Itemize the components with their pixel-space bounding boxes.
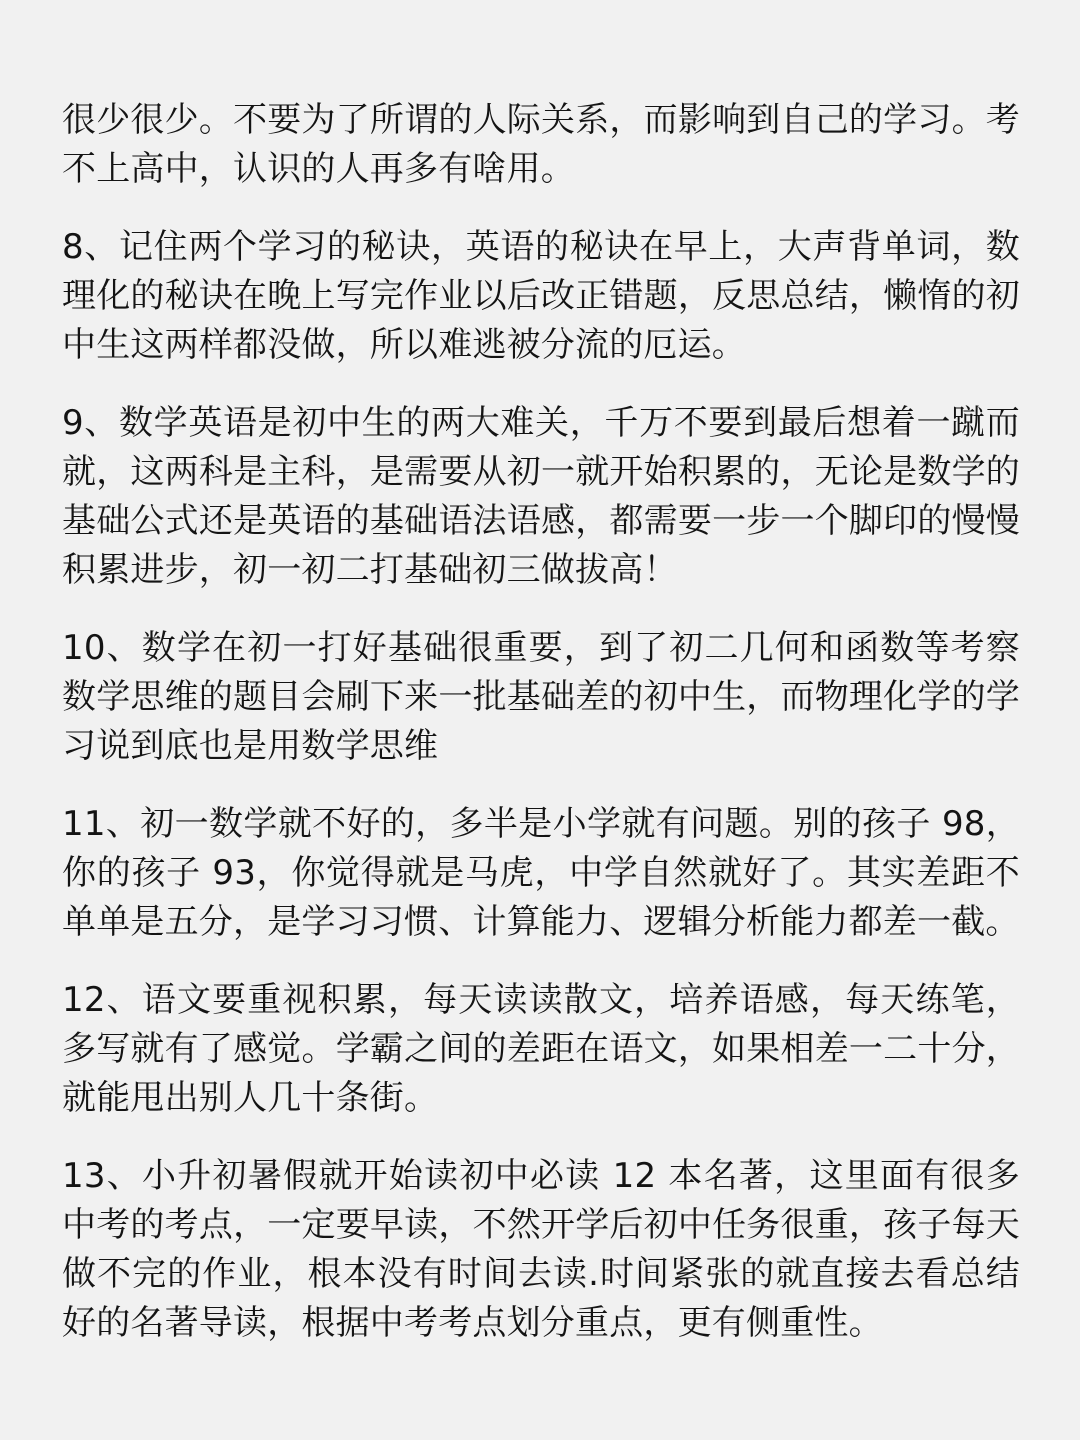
paragraph-tip-9: 9、数学英语是初中生的两大难关，千万不要到最后想着一蹴而就，这两科是主科，是需要从初一就开始积累的，无论是数学的基础公式还是英语的基础语法语感，都需要一步一个脚印的慢慢积累进步，初一初二打基础初三做拔高！ — [62, 403, 1020, 590]
paragraph-tip-12: 12、语文要重视积累，每天读读散文，培养语感，每天练笔，多写就有了感觉。学霸之间的差距在语文，如果相差一二十分，就能甩出别人几十条街。 — [62, 980, 1020, 1118]
paragraph-tip-11: 11、初一数学就不好的，多半是小学就有问题。别的孩子 98，你的孩子 93，你觉得就是马虎，中学自然就好了。其实差距不单单是五分，是学习习惯、计算能力、逻辑分析能力都差一截。 — [62, 804, 1020, 942]
article-body — [62, 96, 1020, 1377]
paragraph-tip-10: 10、数学在初一打好基础很重要，到了初二几何和函数等考察数学思维的题目会刷下来一批基础差的初中生，而物理化学的学习说到底也是用数学思维 — [62, 628, 1020, 766]
paragraph-intro: 很少很少。不要为了所谓的人际关系，而影响到自己的学习。考不上高中，认识的人再多有啥用。 — [62, 100, 1020, 189]
paragraph-tip-13: 13、小升初暑假就开始读初中必读 12 本名著，这里面有很多中考的考点，一定要早读，不然开学后初中任务很重，孩子每天做不完的作业，根本没有时间去读.时间紧张的就直接去看总结好的名著导读，根据中考考点划分重点，更有侧重性。 — [62, 1156, 1020, 1343]
paragraph-tip-8: 8、记住两个学习的秘诀，英语的秘诀在早上，大声背单词，数理化的秘诀在晚上写完作业以后改正错题，反思总结，懒惰的初中生这两样都没做，所以难逃被分流的厄运。 — [62, 227, 1020, 365]
